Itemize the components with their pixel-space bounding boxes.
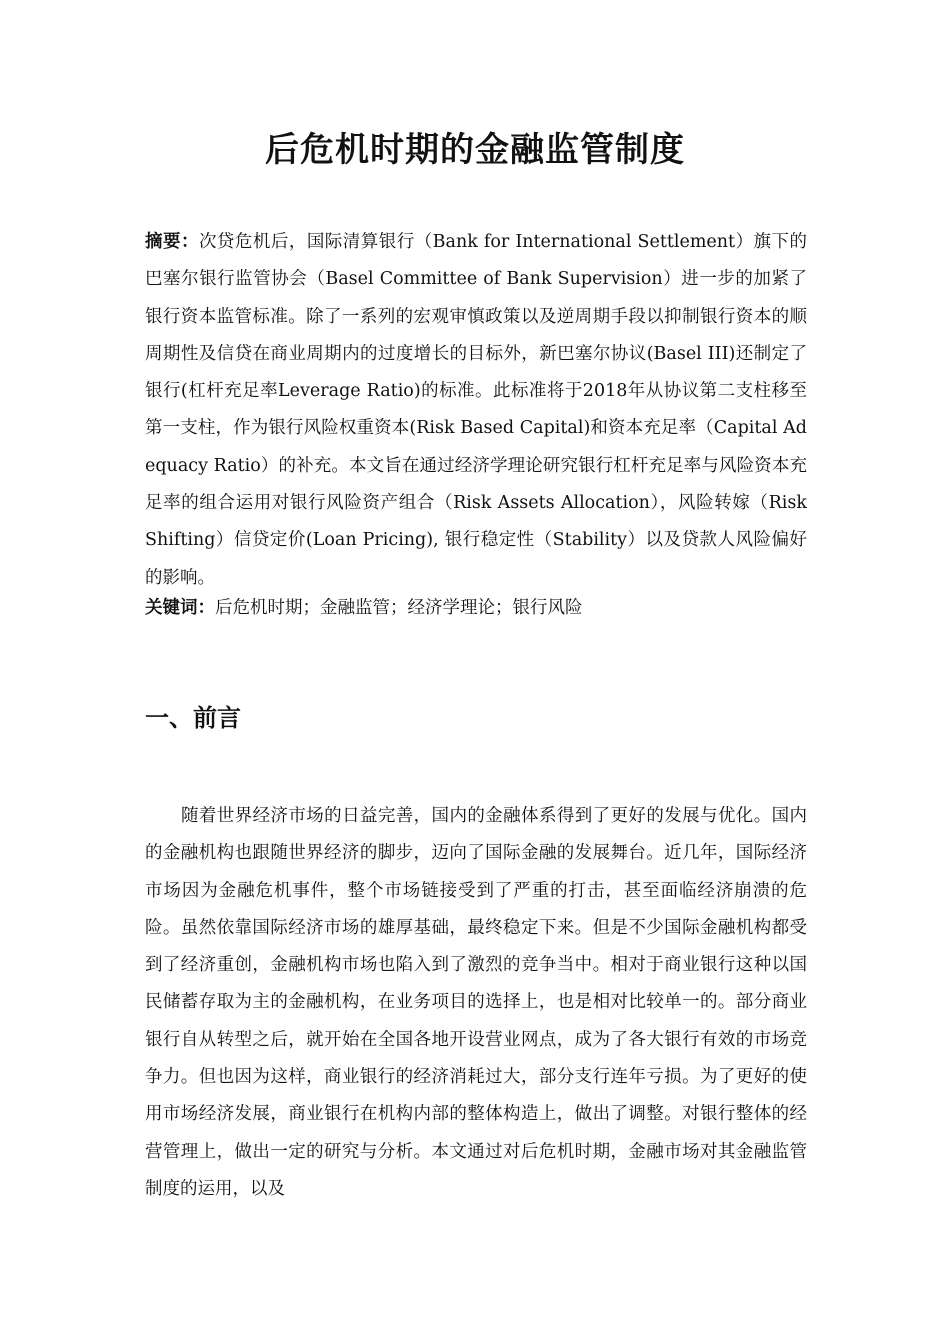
keywords-label: 关键词：	[145, 598, 215, 618]
section-heading: 一、前言	[145, 704, 241, 732]
abstract-paragraph	[145, 224, 807, 597]
keywords-text: 后危机时期；金融监管；经济学理论；银行风险	[215, 598, 583, 618]
keywords-line	[145, 590, 807, 627]
document-title: 后危机时期的金融监管制度	[265, 130, 685, 170]
body-paragraph: 随着世界经济市场的日益完善，国内的金融体系得到了更好的发展与优化。国内的金融机构也跟随世界经济的脚步，迈向了国际金融的发展舞台。近几年，国际经济市场因为金融危机事件，整个市场链接受到了严重的打击，甚至面临经济崩溃的危险。虽然依靠国际经济市场的雄厚基础，最终稳定下来。但是不少国际金融机构都受到了经济重创，金融机构市场也陷入到了激烈的竞争当中。相对于商业银行这种以国民储蓄存取为主的金融机构，在业务项目的选择上，也是相对比较单一的。部分商业银行自从转型之后，就开始在全国各地开设营业网点，成为了各大银行有效的市场竞争力。但也因为这样，商业银行的经济消耗过大，部分支行连年亏损。为了更好的使用市场经济发展，商业银行在机构内部的整体构造上，做出了调整。对银行整体的经营管理上，做出一定的研究与分析。本文通过对后危机时期，金融市场对其金融监管制度的运用，以及	[145, 806, 807, 1199]
abstract-label: 摘要：	[145, 232, 199, 252]
abstract-text: 次贷危机后，国际清算银行（Bank for International Settlement）旗下的巴塞尔银行监管协会（Basel Committee of Bank Supervision）进一步的加紧了银行资本监管标准。除了一系列的宏观审慎政策以及逆周期手段以抑制银行资本的顺周期性及信贷在商业周期内的过度增长的目标外，新巴塞尔协议(Basel III)还制定了银行(杠杆充足率Leverage Ratio)的标准。此标准将于2018年从协议第二支柱移至第一支柱，作为银行风险权重资本(Risk Based Capital)和资本充足率（Capital Adequacy Ratio）的补充。本文旨在通过经济学理论研究银行杠杆充足率与风险资本充足率的组合运用对银行风险资产组合（Risk Assets Allocation），风险转嫁（Risk Shifting）信贷定价(Loan Pricing), 银行稳定性（Stability）以及贷款人风险偏好的影响。	[145, 232, 808, 588]
